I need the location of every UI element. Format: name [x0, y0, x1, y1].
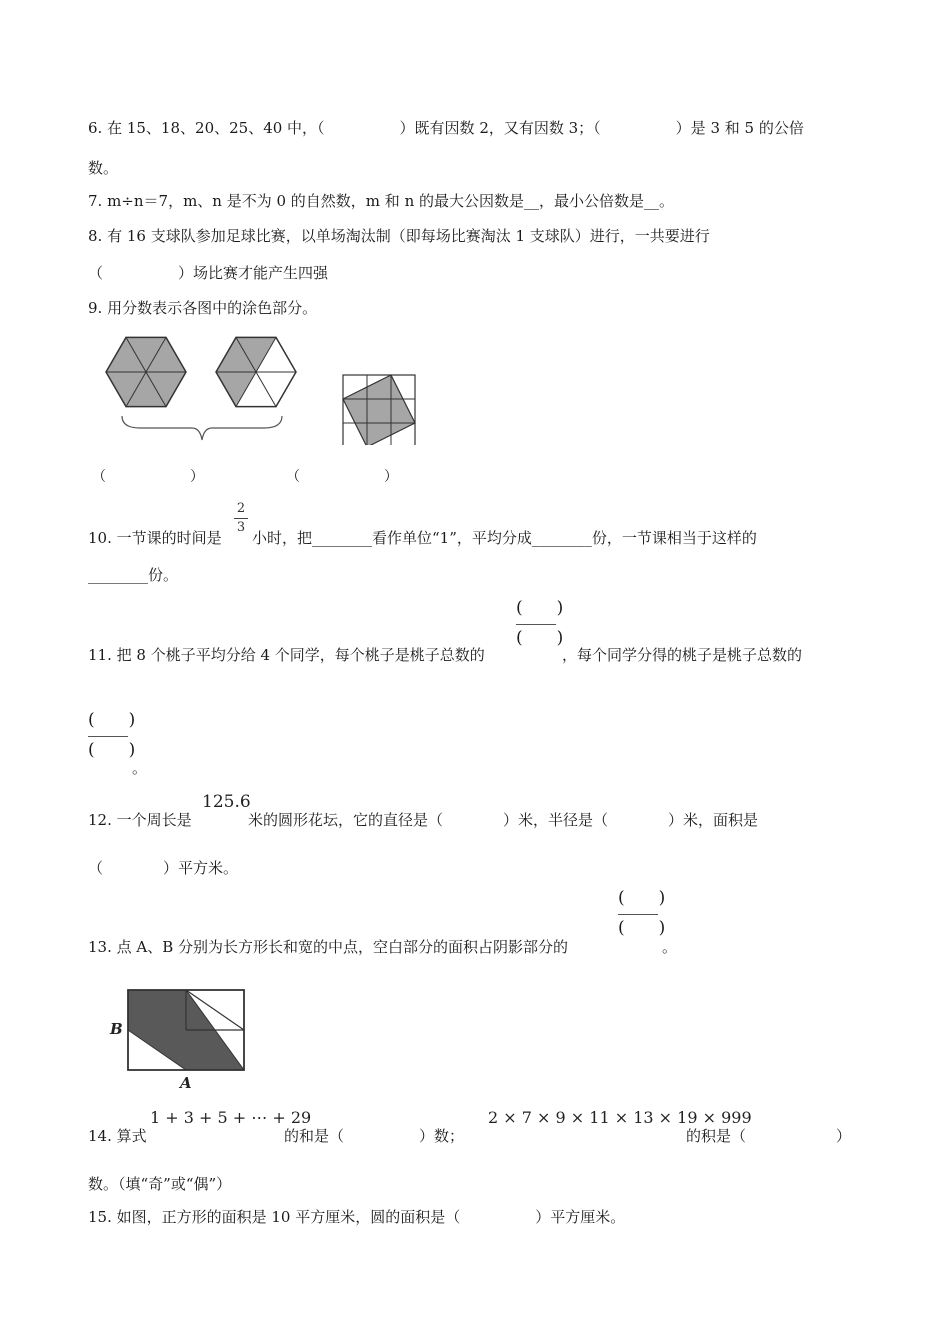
q11-blank1-den[interactable]: ( ): [516, 628, 564, 648]
q14-expr1: 1 + 3 + 5 + ⋯ + 29: [150, 1108, 312, 1127]
q11-blank-fraction-1[interactable]: [516, 598, 564, 654]
q11-blank2-num[interactable]: ( ): [88, 710, 136, 730]
grid-with-tilted-square: [343, 375, 415, 445]
q10-prefix: 10. 一节课的时间是: [88, 529, 222, 547]
q9-answer-right[interactable]: （ ）: [286, 469, 398, 485]
q6-line1: 6. 在 15、18、20、25、40 中，（ ）既有因数 2，又有因数 3；（ ）是 3 和 5 的公倍: [88, 119, 804, 137]
q7-text: 7. m÷n＝7，m、n 是不为 0 的自然数，m 和 n 的最大公因数是__，最小公倍数是__。: [88, 192, 674, 210]
q10-fraction: [234, 502, 248, 535]
q9-figures: [100, 330, 430, 445]
q13-blank-fraction[interactable]: [618, 888, 666, 944]
q10-fraction-den: 3: [236, 520, 246, 535]
label-b: B: [110, 1020, 123, 1038]
q11-suffix: ，每个同学分得的桃子是桃子总数的: [562, 646, 803, 664]
q10-fraction-num: 2: [236, 501, 246, 516]
label-a: A: [180, 1074, 192, 1092]
q12-value: 125.6: [202, 792, 251, 812]
q14-expr2: 2 × 7 × 9 × 11 × 13 × 19 × 999: [488, 1108, 752, 1127]
q10-line2: ________份。: [88, 566, 179, 584]
hexagon-partially-shaded: [216, 337, 296, 406]
q13-text: 13. 点 A、B 分别为长方形长和宽的中点，空白部分的面积占阴影部分的: [88, 938, 569, 956]
hexagon-fully-shaded: [106, 337, 186, 406]
q6-line2: 数。: [88, 159, 119, 177]
q13-rectangle-figure: [104, 982, 254, 1092]
q13-blank-num[interactable]: ( ): [618, 888, 666, 908]
q8-line2: （ ）场比赛才能产生四强: [88, 264, 329, 282]
q14-mid: 的和是（ ）数；: [284, 1127, 465, 1145]
q11-blank-fraction-2[interactable]: [88, 710, 136, 766]
q13-blank-den[interactable]: ( ): [618, 918, 666, 938]
q12-prefix: 12. 一个周长是: [88, 811, 192, 829]
q11-end: 。: [132, 759, 148, 777]
q9-text: 9. 用分数表示各图中的涂色部分。: [88, 299, 318, 317]
q14-line2: 数。（填“奇”或“偶”）: [88, 1175, 232, 1193]
q10-suffix: 小时，把________看作单位“1”，平均分成________份，一节课相当于这样的: [252, 529, 757, 547]
q14-prefix: 14. 算式: [88, 1127, 147, 1145]
q11-prefix: 11. 把 8 个桃子平均分给 4 个同学，每个桃子是桃子总数的: [88, 646, 485, 664]
q11-blank1-num[interactable]: ( ): [516, 598, 564, 618]
q8-line1: 8. 有 16 支球队参加足球比赛，以单场淘汰制（即每场比赛淘汰 1 支球队）进行，一共要进行: [88, 227, 710, 245]
q13-end: 。: [662, 938, 678, 956]
q15-text: 15. 如图，正方形的面积是 10 平方厘米，圆的面积是（ ）平方厘米。: [88, 1208, 626, 1226]
q12-suffix: 米的圆形花坛，它的直径是（ ）米，半径是（ ）米，面积是: [248, 811, 759, 829]
q12-line2: （ ）平方米。: [88, 859, 239, 877]
q14-suffix: 的积是（ ）: [686, 1127, 852, 1145]
q11-blank2-den[interactable]: ( ): [88, 740, 136, 760]
q9-answer-left[interactable]: （ ）: [92, 469, 204, 485]
brace: [122, 416, 282, 440]
